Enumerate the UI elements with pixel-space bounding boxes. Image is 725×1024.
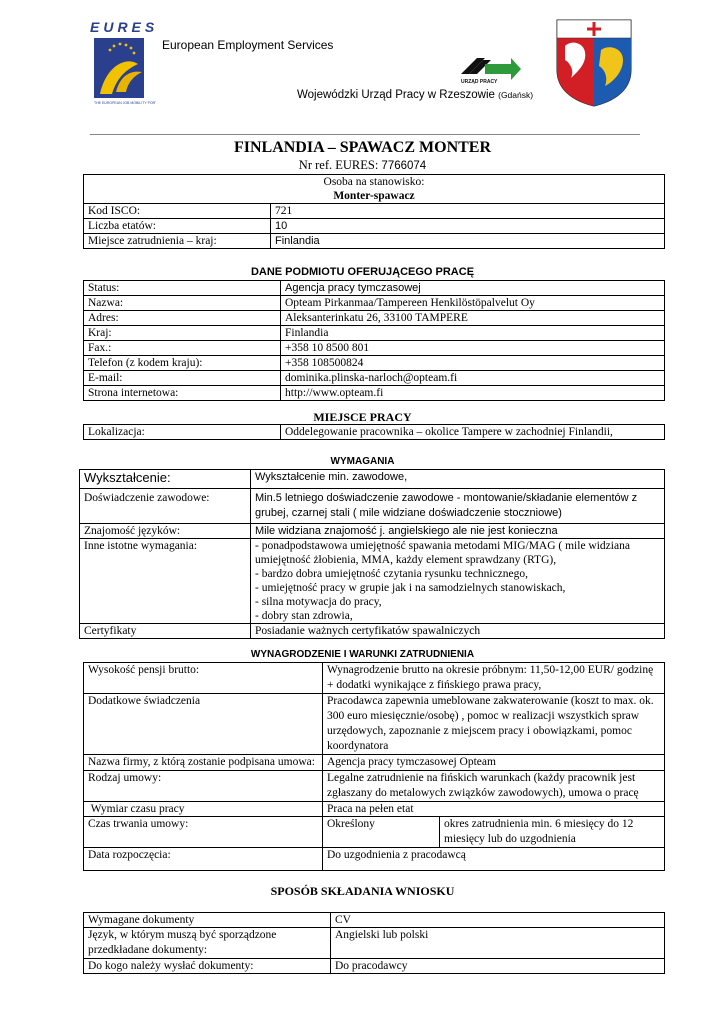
table-row bbox=[84, 356, 665, 371]
table-row bbox=[84, 234, 665, 249]
position-table bbox=[83, 174, 665, 249]
table-row bbox=[84, 386, 665, 401]
row-value: 721 bbox=[271, 204, 665, 219]
row-label: Wykształcenie: bbox=[80, 470, 251, 489]
row-value: Do uzgodnienia z pracodawcą bbox=[323, 848, 665, 871]
row-label: Czas trwania umowy: bbox=[84, 817, 323, 848]
row-label: Dodatkowe świadczenia bbox=[84, 694, 323, 755]
row-label: Inne istotne wymagania: bbox=[80, 539, 251, 624]
office-branch: (Gdańsk) bbox=[498, 90, 534, 100]
table-row bbox=[80, 489, 665, 524]
table-row bbox=[84, 296, 665, 311]
table-row bbox=[84, 802, 665, 817]
office-name: Wojewódzki Urząd Pracy w Rzeszowie bbox=[297, 89, 495, 101]
row-value: Oddelegowanie pracownika – okolice Tampere w zachodniej Finlandii, bbox=[281, 425, 665, 440]
table-row bbox=[84, 425, 665, 440]
table-row bbox=[80, 539, 665, 624]
row-value: +358 108500824 bbox=[281, 356, 665, 371]
row-value: Legalne zatrudnienie na fińskich warunkach (każdy pracownik jest zgłaszany do metalowych związków zawodowych), umowa o pracę bbox=[323, 771, 665, 802]
list-item: - bardzo dobra umiejętność czytania rysunku technicznego, bbox=[255, 568, 529, 580]
application-heading: SPOSÓB SKŁADANIA WNIOSKU bbox=[270, 884, 455, 898]
row-label: E-mail: bbox=[84, 371, 281, 386]
row-value: Finlandia bbox=[281, 326, 665, 341]
row-label: Status: bbox=[84, 281, 281, 296]
list-item: - umiejętność pracy w grupie jak i na samodzielnych stanowiskach, bbox=[255, 582, 566, 594]
page-title: FINLANDIA – SPAWACZ MONTER bbox=[233, 139, 492, 156]
row-label: Liczba etatów: bbox=[84, 219, 271, 234]
eures-subtitle: European Employment Services bbox=[162, 38, 334, 52]
row-label: Wymagane dokumenty bbox=[84, 913, 331, 928]
row-label: Kod ISCO: bbox=[84, 204, 271, 219]
row-value: Mile widziana znajomość j. angielskiego ale nie jest konieczna bbox=[251, 524, 665, 539]
application-table bbox=[83, 912, 665, 974]
salary-table bbox=[83, 662, 665, 871]
table-row bbox=[84, 219, 665, 234]
table-row bbox=[84, 959, 665, 974]
row-label: Certyfikaty bbox=[80, 624, 251, 639]
employer-table bbox=[83, 280, 665, 401]
list-item: - ponadpodstawowa umiejętność spawania metodami MIG/MAG ( mile widziana bbox=[255, 540, 630, 552]
table-row bbox=[80, 470, 665, 489]
row-label: Do kogo należy wysłać dokumenty: bbox=[84, 959, 331, 974]
row-label: Kraj: bbox=[84, 326, 281, 341]
table-row bbox=[80, 524, 665, 539]
row-value: CV bbox=[331, 913, 665, 928]
row-label: Data rozpoczęcia: bbox=[84, 848, 323, 871]
table-row bbox=[84, 311, 665, 326]
header-divider bbox=[90, 134, 640, 135]
list-item: - dobry stan zdrowia, bbox=[255, 610, 353, 622]
workplace-heading: MIEJSCE PRACY bbox=[313, 410, 412, 424]
office-name-line bbox=[297, 89, 533, 101]
position-name: Monter-spawacz bbox=[333, 190, 415, 202]
row-value: Agencja pracy tymczasowej bbox=[281, 281, 665, 296]
table-row bbox=[84, 281, 665, 296]
table-row bbox=[84, 817, 665, 848]
reference-value: 7766074 bbox=[381, 160, 427, 172]
row-value: Posiadanie ważnych certyfikatów spawalniczych bbox=[251, 624, 665, 639]
reference-line bbox=[0, 158, 725, 173]
row-value: Określony bbox=[323, 817, 440, 848]
position-caption: Osoba na stanowisko: bbox=[323, 176, 425, 188]
row-note: okres zatrudnienia min. 6 miesięcy do 12 miesięcy lub do uzgodnienia bbox=[440, 817, 665, 848]
table-row bbox=[84, 771, 665, 802]
row-label: Miejsce zatrudnienia – kraj: bbox=[84, 234, 271, 249]
table-row bbox=[84, 341, 665, 356]
salary-heading: WYNAGRODZENIE I WARUNKI ZATRUDNIENIA bbox=[250, 649, 475, 660]
table-row bbox=[84, 663, 665, 694]
table-row bbox=[80, 624, 665, 639]
table-row bbox=[84, 204, 665, 219]
row-value: 10 bbox=[271, 219, 665, 234]
row-value: Aleksanterinkatu 26, 33100 TAMPERE bbox=[281, 311, 665, 326]
requirements-table bbox=[79, 469, 665, 639]
table-row bbox=[84, 694, 665, 755]
list-item: umiejętność żłobienia, MMA, każdy element sprawdzany (RTG), bbox=[255, 554, 557, 566]
eures-logo bbox=[86, 16, 156, 106]
row-label: Strona internetowa: bbox=[84, 386, 281, 401]
row-label: Lokalizacja: bbox=[84, 425, 281, 440]
row-label: Rodzaj umowy: bbox=[84, 771, 323, 802]
row-label: Wysokość pensji brutto: bbox=[84, 663, 323, 694]
row-label: Fax.: bbox=[84, 341, 281, 356]
row-label: Adres: bbox=[84, 311, 281, 326]
employer-heading: DANE PODMIOTU OFERUJĄCEGO PRACĘ bbox=[250, 266, 475, 278]
row-label: Nazwa firmy, z którą zostanie podpisana umowa: bbox=[84, 755, 323, 771]
eures-logo-text: EURES bbox=[90, 19, 156, 35]
row-value bbox=[251, 539, 665, 624]
row-label: Nazwa: bbox=[84, 296, 281, 311]
table-row bbox=[84, 755, 665, 771]
requirements-heading: WYMAGANIA bbox=[330, 456, 395, 467]
reference-label: Nr ref. EURES: bbox=[298, 158, 379, 172]
row-value: Praca na pełen etat bbox=[323, 802, 665, 817]
row-value: Wynagrodzenie brutto na okresie próbnym: 11,50-12,00 EUR/ godzinę + dodatki wynikające z fińskiego prawa pracy, bbox=[323, 663, 665, 694]
row-value: Angielski lub polski bbox=[331, 928, 665, 959]
row-label: Znajomość języków: bbox=[80, 524, 251, 539]
table-row bbox=[84, 326, 665, 341]
table-row bbox=[84, 928, 665, 959]
row-label: Język, w którym muszą być sporządzone przedkładane dokumenty: bbox=[84, 928, 331, 959]
coat-of-arms-icon bbox=[553, 16, 635, 108]
row-label: Wymiar czasu pracy bbox=[84, 802, 323, 817]
eures-logo-tagline: THE EUROPEAN JOB MOBILITY PORTAL bbox=[94, 101, 156, 105]
urzad-logo-text: URZĄD PRACY bbox=[461, 79, 498, 85]
row-value: Agencja pracy tymczasowej Opteam bbox=[323, 755, 665, 771]
row-value: +358 10 8500 801 bbox=[281, 341, 665, 356]
row-value: Min.5 letniego doświadczenie zawodowe - montowanie/składanie elementów z grubej, czarnej stali ( mile widziane doświadczenie stoczniowe) bbox=[251, 489, 665, 524]
workplace-table bbox=[83, 424, 665, 440]
row-value: Wykształcenie min. zawodowe, bbox=[251, 470, 665, 489]
email-link[interactable]: dominika.plinska-narloch@opteam.fi bbox=[281, 371, 665, 386]
urzad-pracy-logo bbox=[455, 52, 523, 86]
list-item: - silna motywacja do pracy, bbox=[255, 596, 382, 608]
table-row bbox=[84, 848, 665, 871]
row-value: Pracodawca zapewnia umeblowane zakwaterowanie (koszt to max. ok. 300 euro miesięcznie/osobę) , pomoc w realizacji wszystkich spraw urzędowych, zapoznanie z miejscem pracy i obowiązkami, pomoc koordynatora bbox=[323, 694, 665, 755]
table-row bbox=[84, 371, 665, 386]
table-row bbox=[84, 913, 665, 928]
row-value: Finlandia bbox=[271, 234, 665, 249]
row-label: Doświadczenie zawodowe: bbox=[80, 489, 251, 524]
row-value: Do pracodawcy bbox=[331, 959, 665, 974]
row-label: Telefon (z kodem kraju): bbox=[84, 356, 281, 371]
website-link[interactable]: http://www.opteam.fi bbox=[281, 386, 665, 401]
row-value: Opteam Pirkanmaa/Tampereen Henkilöstöpalvelut Oy bbox=[281, 296, 665, 311]
